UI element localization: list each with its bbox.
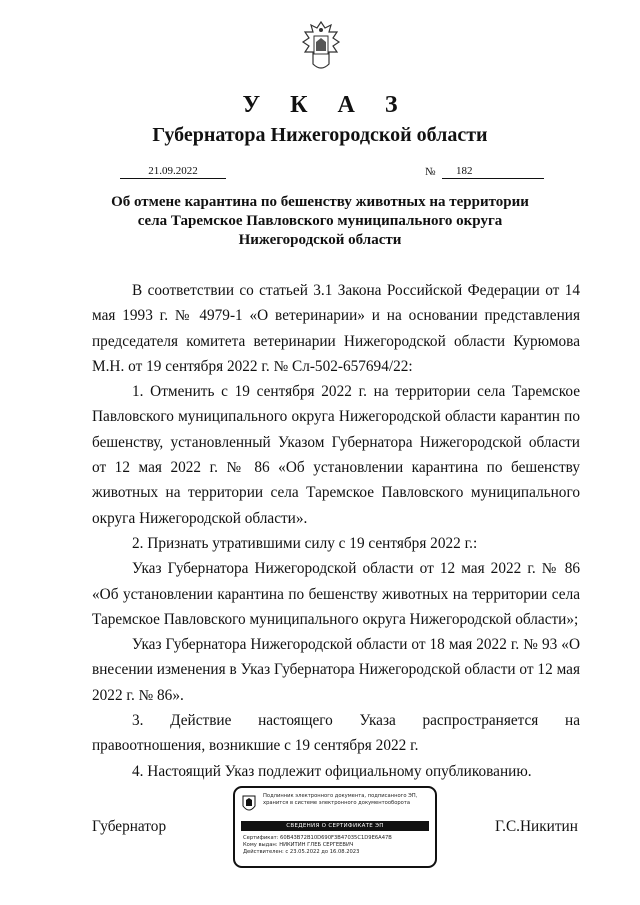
body-paragraph: 2. Признать утратившими силу с 19 сентября 2022 г.: [132,534,478,552]
stamp-cert-owner: Кому выдан: НИКИТИН ГЛЕБ СЕРГЕЕВИЧ [243,842,354,848]
stamp-certificate-details [243,835,392,856]
coat-of-arms-emblem [299,20,343,74]
stamp-cert-validity: Действителен: с 23.05.2022 до 16.08.2023 [243,849,360,855]
signer-title: Губернатор [92,818,167,835]
document-subject [0,193,640,250]
body-paragraph: 1. Отменить с 19 сентября 2022 г. на территории села Таремское Павловского муниципального округа Нижегородской области карантин по бешенству, установленный Указом Губернатора Нижегородской области от 12 мая 2022 г. № 86 «Об установлении карантина по бешенству животных на территории села Таремское Павловского муниципального округа Нижегородской области». [92,383,580,527]
body-paragraph: В соответствии со статьей 3.1 Закона Российской Федерации от 14 мая 1993 г. № 4979-1 «О ветеринарии» и на основании представления председателя комитета ветеринарии Нижегородской области Курюмова М.Н. от 19 сентября 2022 г. № Сл-502-657694/22: [92,282,580,375]
stamp-line: Подлинник электронного документа, подписанного ЭП, [263,793,418,799]
stamp-certificate-bar: СВЕДЕНИЯ О СЕРТИФИКАТЕ ЭП [241,821,429,831]
document-number: 182 [442,165,544,179]
digital-signature-stamp [233,786,437,868]
body-paragraph: 4. Настоящий Указ подлежит официальному опубликованию. [132,762,532,780]
region-logo-icon [241,794,257,814]
document-date: 21.09.2022 [120,165,226,179]
stamp-line: хранится в системе электронного документооборота [263,800,411,806]
subject-line: Об отмене карантина по бешенству животных на территории [111,194,529,210]
subject-line: села Таремское Павловского муниципального округа [137,213,503,229]
signer-name: Г.С.Никитин [495,818,578,835]
document-title: У К А З [242,92,410,118]
document-issuer: Губернатора Нижегородской области [152,124,488,146]
number-label: № [425,166,436,178]
subject-line: Нижегородской области [238,232,402,248]
body-paragraph: Указ Губернатора Нижегородской области от 12 мая 2022 г. № 86 «Об установлении карантина по бешенству животных на территории села Таремское Павловского муниципального округа Нижегородской области»; [92,560,580,628]
stamp-header [263,793,433,807]
stamp-cert-id: Сертификат: 60B43B72B10D690F3B47035C1D9E6A47B [243,835,392,841]
document-body [92,278,580,784]
body-paragraph: 3. Действие настоящего Указа распространяется на правоотношения, возникшие с 19 сентября 2022 г. [92,712,580,755]
body-paragraph: Указ Губернатора Нижегородской области от 18 мая 2022 г. № 93 «О внесении изменения в Указ Губернатора Нижегородской области от 12 мая 2022 г. № 86». [92,636,580,704]
